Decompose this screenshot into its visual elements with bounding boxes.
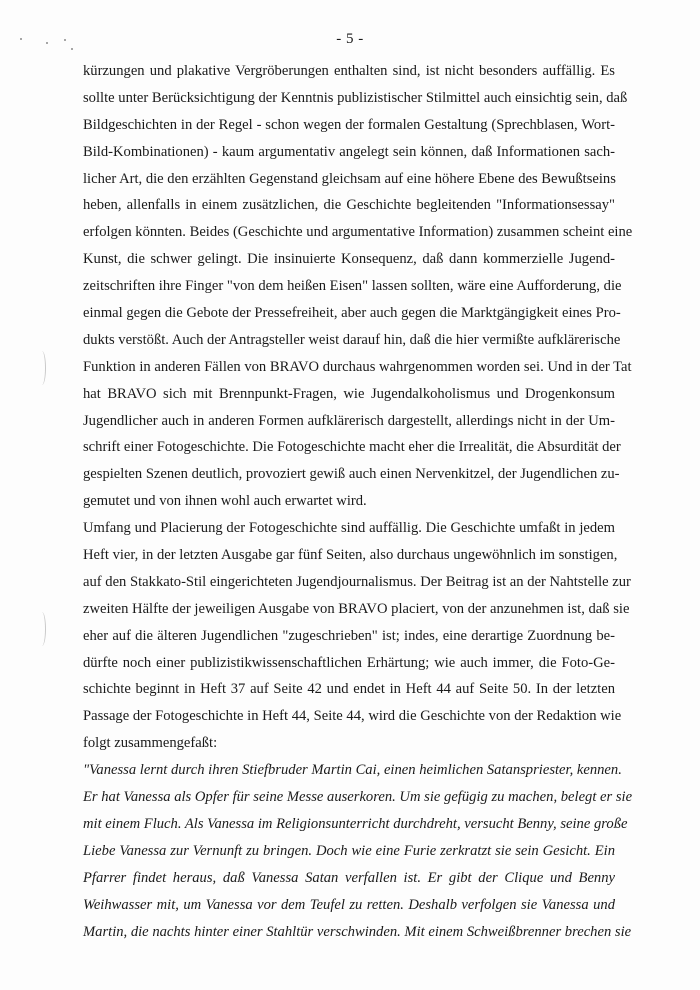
text-line: kürzungen und plakative Vergröberungen enthalten sind, ist nicht besonders auffällig. Es	[83, 63, 615, 79]
quote-line: Er hat Vanessa als Opfer für seine Messe auserkoren. Um sie gefügig zu machen, belegt er sie	[83, 789, 633, 806]
quoted-summary	[83, 757, 633, 945]
text-line: Bild-Kombinationen) - kaum argumentativ angelegt sein können, daß Informationen sach-	[83, 143, 615, 160]
text-line: gemutet und von ihnen wohl auch erwartet wird.	[83, 493, 367, 510]
text-line: Kunst, die schwer gelingt. Die insinuierte Konsequenz, daß dann kommerzielle Jugend-	[83, 251, 615, 268]
text-line: schichte beginnt in Heft 37 auf Seite 42 und endet in Heft 44 auf Seite 50. In der letzten	[83, 681, 615, 698]
scan-bracket-mark	[38, 612, 46, 646]
text-line: erfolgen könnten. Beides (Geschichte und argumentative Information) zusammen scheint eine	[83, 224, 633, 241]
text-line: sollte unter Berücksichtigung der Kenntnis publizistischer Stilmittel auch einsichtig sein, daß	[83, 89, 628, 106]
text-line: heben, allenfalls in einem zusätzlichen, die Geschichte begleitenden "Informationsessay"	[83, 197, 615, 214]
text-line: Heft vier, in der letzten Ausgabe gar fünf Seiten, also durchaus ungewöhnlich im sonstigen,	[83, 547, 618, 564]
quote-line: Weihwasser mit, um Vanessa vor dem Teufel zu retten. Deshalb verfolgen sie Vanessa und	[83, 896, 615, 913]
text-line: einmal gegen die Gebote der Pressefreiheit, aber auch gegen die Marktgängigkeit eines Pro-	[83, 305, 621, 322]
paragraph-2	[83, 515, 631, 757]
quote-line: Martin, die nachts hinter einer Stahltür verschwinden. Mit einem Schweißbrenner brechen sie	[83, 923, 632, 940]
text-line: eher auf die älteren Jugendlichen "zugeschrieben" ist; indes, eine derartige Zuordnung be-	[83, 627, 615, 644]
text-line: Funktion in anderen Fällen von BRAVO durchaus wahrgenommen worden sei. Und in der Tat	[83, 358, 632, 375]
text-line: Umfang und Placierung der Fotogeschichte sind auffällig. Die Geschichte umfaßt in jedem	[83, 520, 615, 537]
text-line: dürfte noch einer publizistikwissenschaftlichen Erhärtung; wie auch immer, die Foto-Ge-	[83, 654, 615, 671]
text-line: Passage der Fotogeschichte in Heft 44, Seite 44, wird die Geschichte von der Redaktion wie	[83, 708, 622, 725]
quote-line: Liebe Vanessa zur Vernunft zu bringen. Doch wie eine Furie zerkratzt sie sein Gesicht. Ein	[83, 842, 615, 859]
text-line: zweiten Hälfte der jeweiligen Ausgabe von BRAVO placiert, von der anzunehmen ist, daß sie	[83, 600, 630, 617]
page-number: - 5 -	[336, 31, 364, 47]
text-line: gespielten Szenen deutlich, provoziert gewiß auch einen Nervenkitzel, der Jugendlichen zu-	[83, 466, 620, 483]
text-line: dukts verstößt. Auch der Antragsteller weist darauf hin, daß die hier vermißte aufklärerische	[83, 331, 621, 348]
quote-line: "Vanessa lernt durch ihren Stiefbruder Martin Cai, einen heimlichen Satanspriester, kennen.	[83, 762, 622, 779]
scan-bracket-mark	[38, 351, 46, 385]
text-line: hat BRAVO sich mit Brennpunkt-Fragen, wie Jugendalkoholismus und Drogenkonsum	[83, 385, 615, 402]
quote-line: Pfarrer findet heraus, daß Vanessa Satan verfallen ist. Er gibt der Clique und Benny	[83, 869, 615, 886]
text-line: schrift einer Fotogeschichte. Die Fotogeschichte macht eher die Irrealität, die Absurdität der	[83, 439, 621, 456]
scan-speck	[71, 48, 73, 50]
text-line: licher Art, die den erzählten Gegenstand gleichsam auf eine höhere Ebene des Bewußtseins	[83, 170, 616, 187]
text-line: Bildgeschichten in der Regel - schon wegen der formalen Gestaltung (Sprechblasen, Wort-	[83, 116, 615, 133]
text-line: Jugendlicher auch in anderen Formen aufklärerisch dargestellt, allerdings nicht in der Um-	[83, 412, 615, 429]
quote-line: mit einem Fluch. Als Vanessa im Religionsunterricht durchdreht, versucht Benny, seine große	[83, 815, 628, 832]
paragraph-1	[83, 58, 633, 515]
text-line: auf den Stakkato-Stil eingerichteten Jugendjournalismus. Der Beitrag ist an der Nahtstelle zur	[83, 573, 631, 590]
text-line: zeitschriften ihre Finger "von dem heißen Eisen" lassen sollten, wäre eine Aufforderung, die	[83, 278, 622, 295]
body-text	[83, 58, 633, 945]
text-line: folgt zusammengefaßt:	[83, 735, 218, 752]
